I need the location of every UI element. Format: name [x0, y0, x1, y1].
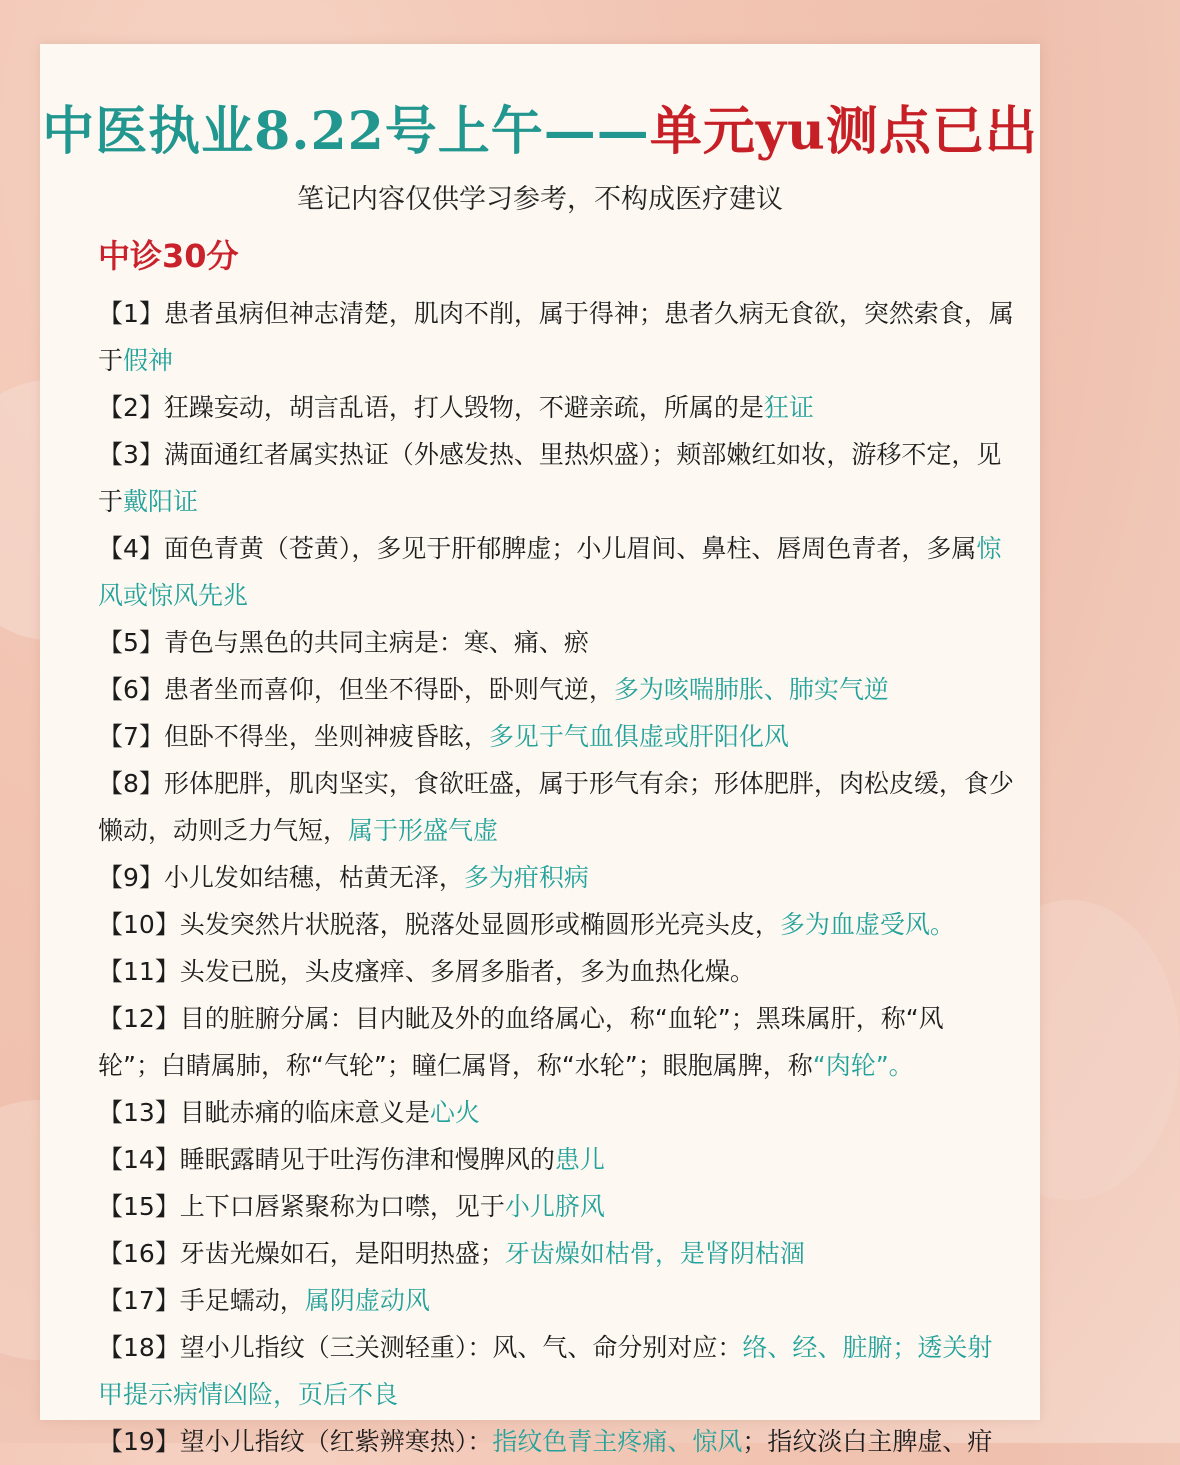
note-line	[98, 666, 1058, 713]
note-line	[98, 478, 1058, 525]
section-heading: 中诊30分	[98, 237, 239, 275]
note-text: 【1】患者虽病但神志清楚，肌肉不削，属于得神；患者久病无食欲，突然索食，属	[98, 299, 1014, 328]
note-text: 【12】目的脏腑分属：目内眦及外的血络属心，称“血轮”；黑珠属肝，称“风	[98, 1004, 944, 1033]
note-highlight: 多见于气血俱虚或肝阳化风	[488, 722, 789, 751]
note-text: 【17】手足蠕动，	[98, 1286, 305, 1315]
note-text: 【18】望小儿指纹（三关测轻重）：风、气、命分别对应：	[98, 1333, 743, 1362]
title-part-red: 单元yu测点已出	[649, 101, 1038, 162]
note-line	[98, 1136, 1058, 1183]
note-text: 【11】头发已脱，头皮瘙痒、多屑多脂者，多为血热化燥。	[98, 957, 755, 986]
note-highlight: 指纹色青主疼痛、惊风	[492, 1427, 743, 1456]
note-text: 【13】目眦赤痛的临床意义是	[98, 1098, 430, 1127]
note-line	[98, 1324, 1058, 1371]
notes-body	[98, 290, 1058, 1465]
note-highlight: 多为疳积病	[463, 863, 589, 892]
note-highlight: 患儿	[554, 1145, 605, 1174]
note-text: 【7】但卧不得坐，坐则神疲昏眩，	[98, 722, 489, 751]
note-highlight: 甲提示病情凶险，页后不良	[98, 1380, 399, 1409]
note-text: 【15】上下口唇紧聚称为口噤，见于	[98, 1192, 505, 1221]
note-line	[98, 1277, 1058, 1324]
note-line	[98, 572, 1058, 619]
note-text: 【19】望小儿指纹（红紫辨寒热）：	[98, 1427, 493, 1456]
note-highlight: 小儿脐风	[504, 1192, 605, 1221]
note-line	[98, 854, 1058, 901]
note-line	[98, 807, 1058, 854]
note-text: 【9】小儿发如结穗，枯黄无泽，	[98, 863, 464, 892]
note-highlight: 络、经、脏腑；透关射	[742, 1333, 993, 1362]
note-text: 【5】青色与黑色的共同主病是：寒、痛、瘀	[98, 628, 589, 657]
note-text: 【16】牙齿光燥如石，是阳明热盛；	[98, 1239, 505, 1268]
note-line	[98, 1183, 1058, 1230]
note-line	[98, 713, 1058, 760]
note-text: 【14】睡眠露睛见于吐泻伤津和慢脾风的	[98, 1145, 555, 1174]
note-line	[98, 948, 1058, 995]
note-line	[98, 619, 1058, 666]
note-text: 【3】满面通红者属实热证（外感发热、里热炽盛）；颊部嫩红如妆，游移不定，见	[98, 440, 1002, 469]
note-text: 轮”；白睛属肺，称“气轮”；瞳仁属肾，称“水轮”；眼胞属脾，称	[98, 1051, 813, 1080]
note-line	[98, 760, 1058, 807]
note-text: 【4】面色青黄（苍黄），多见于肝郁脾虚；小儿眉间、鼻柱、唇周色青者，多属	[98, 534, 977, 563]
note-card	[40, 44, 1040, 1456]
note-text: 【8】形体肥胖，肌肉坚实，食欲旺盛，属于形气有余；形体肥胖，肉松皮缓，食少	[98, 769, 1014, 798]
note-line	[98, 1089, 1058, 1136]
note-text-tail: ；指纹淡白主脾虚、疳	[742, 1427, 993, 1456]
note-highlight: 多为咳喘肺胀、肺实气逆	[613, 675, 889, 704]
note-line	[98, 431, 1058, 478]
note-line	[98, 337, 1058, 384]
note-line	[98, 995, 1058, 1042]
page-title	[40, 101, 1040, 162]
note-highlight: 属阴虚动风	[304, 1286, 430, 1315]
note-line	[98, 384, 1058, 431]
note-highlight: 心火	[429, 1098, 480, 1127]
note-text: 【10】头发突然片状脱落，脱落处显圆形或椭圆形光亮头皮，	[98, 910, 780, 939]
note-line	[98, 901, 1058, 948]
note-highlight: 多为血虚受风。	[779, 910, 955, 939]
note-highlight: 戴阳证	[123, 487, 199, 516]
note-highlight: 牙齿燥如枯骨，是肾阴枯涸	[504, 1239, 805, 1268]
note-highlight: 属于形盛气虚	[348, 816, 499, 845]
title-part-teal: 中医执业8.22号上午——	[42, 101, 650, 162]
note-line	[98, 525, 1058, 572]
note-highlight: 惊	[976, 534, 1002, 563]
note-text: 于	[98, 487, 124, 516]
note-line	[98, 1042, 1058, 1089]
note-highlight: 狂证	[763, 393, 814, 422]
disclaimer-subtitle: 笔记内容仅供学习参考，不构成医疗建议	[297, 184, 783, 215]
note-highlight: “肉轮”。	[812, 1051, 914, 1080]
note-line	[98, 1418, 1058, 1465]
note-text: 【2】狂躁妄动，胡言乱语，打人毁物，不避亲疏，所属的是	[98, 393, 764, 422]
note-text: 【6】患者坐而喜仰，但坐不得卧，卧则气逆，	[98, 675, 614, 704]
note-line	[98, 1371, 1058, 1418]
note-text: 于	[98, 346, 124, 375]
note-highlight: 假神	[123, 346, 174, 375]
note-highlight: 风或惊风先兆	[98, 581, 249, 610]
note-line	[98, 290, 1058, 337]
note-line	[98, 1230, 1058, 1277]
note-text: 懒动，动则乏力气短，	[98, 816, 349, 845]
